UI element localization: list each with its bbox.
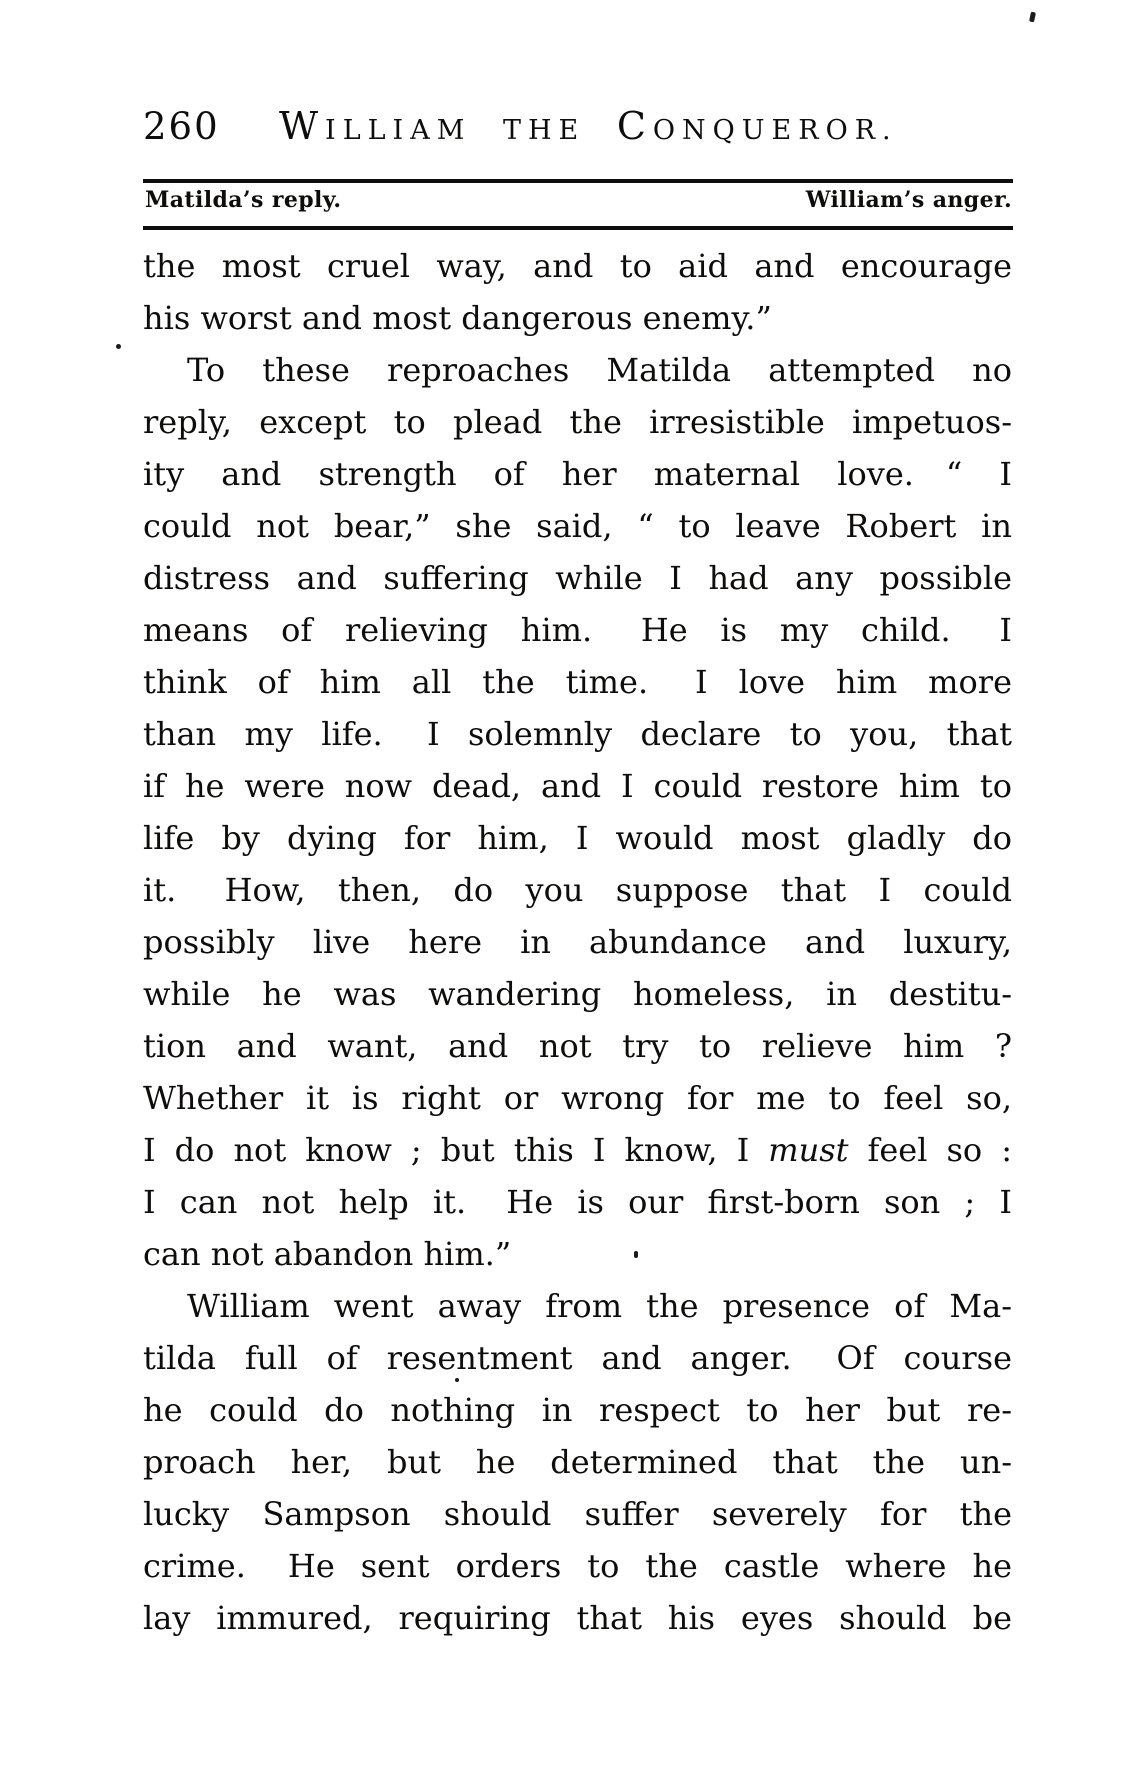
text-line: distress and suffering while I had any possible (143, 559, 1012, 597)
text-line: tion and want, and not try to relieve him ? (143, 1027, 1012, 1065)
text-line: lay immured, requiring that his eyes should be (143, 1599, 1012, 1637)
text-line: I can not help it. He is our first-born son ; I (143, 1183, 1012, 1221)
text-line: tilda full of resentment and anger. Of course (143, 1339, 1012, 1377)
ink-speck (116, 344, 121, 349)
text-line: the most cruel way, and to aid and encourage (143, 247, 1012, 285)
paragraph (143, 344, 1012, 1280)
title-segment: C (616, 104, 653, 148)
header-rule-bottom (143, 226, 1013, 230)
text-line: while he was wandering homeless, in destitu- (143, 975, 1012, 1013)
ink-speck (634, 1251, 638, 1258)
text-line: think of him all the time. I love him more (143, 663, 1012, 701)
text-line: it. How, then, do you suppose that I could (143, 871, 1012, 909)
body-text (143, 240, 1012, 1644)
text-line: could not bear,” she said, “ to leave Robert in (143, 507, 1012, 545)
text-line: than my life. I solemnly declare to you, that (143, 715, 1012, 753)
text-line: William went away from the presence of Ma- (187, 1287, 1012, 1325)
title-segment: W (278, 104, 326, 148)
text-line: can not abandon him.” (143, 1235, 512, 1273)
text-line: ity and strength of her maternal love. “ I (143, 455, 1012, 493)
text-line: Whether it is right or wrong for me to feel so, (143, 1079, 1012, 1117)
page-number: 260 (143, 105, 220, 148)
text-line: proach her, but he determined that the un- (143, 1443, 1012, 1481)
text-line: means of relieving him. He is my child. I (143, 611, 1012, 649)
ink-speck (1029, 12, 1036, 23)
running-head-right: William’s anger. (805, 187, 1012, 213)
text-line: he could do nothing in respect to her but re- (143, 1391, 1012, 1429)
book-title (220, 104, 1012, 148)
text-line: To these reproaches Matilda attempted no (187, 351, 1012, 389)
running-head (145, 187, 1012, 213)
text-line: if he were now dead, and I could restore him to (143, 767, 1012, 805)
page-header (143, 104, 1012, 148)
text-line: crime. He sent orders to the castle where he (143, 1547, 1012, 1585)
title-segment: ILLIAM (325, 115, 503, 146)
text-line: his worst and most dangerous enemy.” (143, 299, 772, 337)
text-line: possibly live here in abundance and luxury, (143, 923, 1012, 961)
title-segment: THE (502, 115, 617, 146)
ink-speck (455, 1378, 459, 1382)
text-line: I do not know ; but this I know, I must feel so : (143, 1131, 1013, 1169)
running-head-left: Matilda’s reply. (145, 187, 342, 213)
text-line: lucky Sampson should suffer severely for the (143, 1495, 1012, 1533)
header-rule-top (143, 179, 1013, 183)
paragraph (143, 1280, 1012, 1644)
text-line: life by dying for him, I would most gladly do (143, 819, 1012, 857)
text-line: reply, except to plead the irresistible impetuos- (143, 403, 1012, 441)
paragraph (143, 240, 1012, 344)
title-segment: ONQUEROR. (652, 115, 898, 146)
